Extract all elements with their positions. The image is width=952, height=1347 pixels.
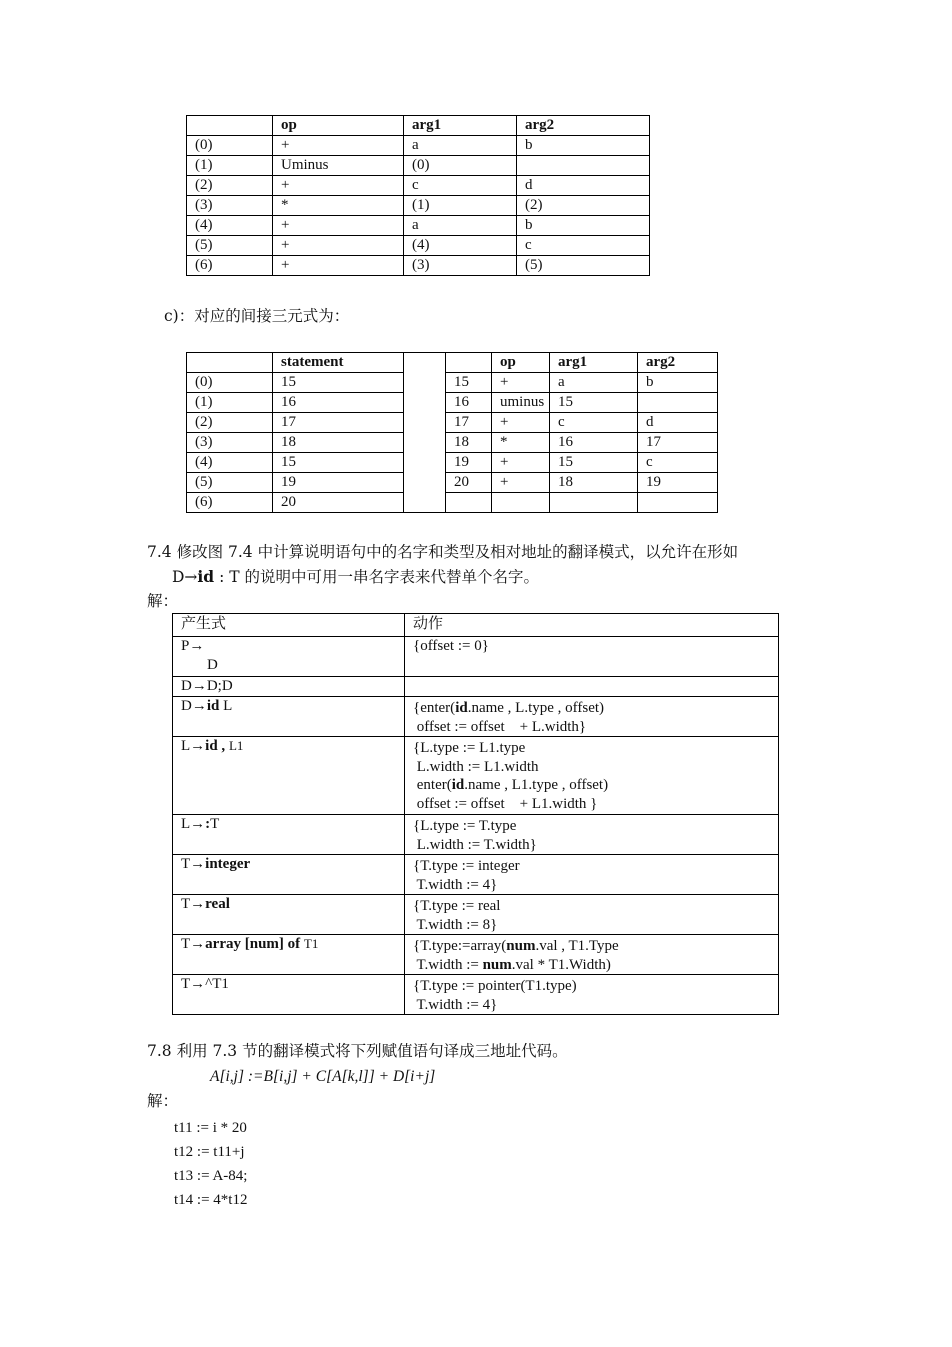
table-cell: (1)	[404, 196, 517, 216]
table-row	[173, 637, 779, 677]
table-cell: c	[638, 453, 718, 473]
production-text: D→	[181, 698, 207, 714]
table-gap-cell	[404, 353, 446, 373]
table-cell: 15	[550, 453, 638, 473]
production-cell	[173, 975, 405, 1015]
table-cell: +	[273, 216, 404, 236]
action-text: offset := offset + L1.width }	[413, 795, 598, 812]
table-row	[187, 453, 815, 473]
question-7-4-line2	[172, 565, 539, 589]
table-header-cell: arg2	[517, 116, 650, 136]
table-cell: 15	[446, 373, 492, 393]
keyword-real: real	[205, 896, 230, 912]
production-text: T→^T1	[181, 976, 229, 992]
action-text: L.width := T.width}	[413, 836, 537, 853]
table-cell: +	[273, 256, 404, 276]
table-header-row	[173, 614, 779, 637]
solution-label: 解：	[147, 592, 179, 610]
action-text: {offset := 0}	[413, 638, 489, 654]
table-cell: (6)	[187, 256, 273, 276]
translation-scheme-table	[172, 613, 779, 1015]
table-cell: (5)	[517, 256, 650, 276]
production-text: :	[205, 816, 211, 832]
table-cell: 18	[446, 433, 492, 453]
table-cell: c	[404, 176, 517, 196]
keyword-id: id ,	[205, 738, 229, 754]
code-line: t11 := i * 20	[174, 1120, 247, 1136]
action-text: {enter(	[413, 700, 456, 716]
table-gap-cell	[404, 473, 446, 493]
action-cell	[405, 895, 779, 935]
table-cell: (2)	[187, 176, 273, 196]
table-row	[187, 196, 650, 216]
table-cell: +	[492, 373, 550, 393]
table-cell: c	[550, 413, 638, 433]
table-cell: b	[638, 373, 718, 393]
keyword-id: id	[197, 567, 215, 586]
table-cell: (0)	[187, 373, 273, 393]
table-cell: a	[404, 136, 517, 156]
production-cell	[173, 855, 405, 895]
production-arrow-text: D→	[172, 568, 198, 586]
action-text: {L.type := L1.type	[413, 740, 526, 756]
table-cell: 18	[273, 433, 404, 453]
production-text: P→	[181, 638, 205, 654]
table-cell: 16	[273, 393, 404, 413]
table-cell: 17	[638, 433, 718, 453]
table-cell: uminus	[492, 393, 550, 413]
table-row	[173, 935, 779, 975]
action-text: T.width := 8}	[413, 916, 498, 933]
table-cell: 20	[273, 493, 404, 513]
action-cell	[405, 855, 779, 895]
three-address-code	[174, 1116, 247, 1212]
production-cell	[173, 737, 405, 815]
table-header-cell: statement	[273, 353, 404, 373]
table-cell: 18	[550, 473, 638, 493]
keyword-id: id	[206, 698, 220, 714]
table-row	[173, 737, 779, 815]
table-cell	[492, 493, 550, 513]
table-cell: *	[492, 433, 550, 453]
table-cell: (0)	[187, 136, 273, 156]
table-cell: 19	[273, 473, 404, 493]
table-row	[187, 156, 650, 176]
table-header-cell: op	[492, 353, 550, 373]
table-cell: (1)	[187, 393, 273, 413]
table-header-cell: arg2	[638, 353, 718, 373]
table-row	[187, 473, 815, 493]
action-text: {T.type:=array(	[413, 938, 507, 954]
table-row	[173, 895, 779, 935]
action-text: {T.type := integer	[413, 858, 520, 874]
table-row	[187, 373, 815, 393]
action-text: offset := offset + L.width}	[413, 718, 587, 735]
table-cell: (3)	[187, 433, 273, 453]
table-cell: d	[638, 413, 718, 433]
table-cell: 15	[550, 393, 638, 413]
production-text: D	[207, 656, 218, 673]
triples-table	[186, 115, 650, 276]
table-row	[173, 855, 779, 895]
production-cell	[173, 637, 405, 677]
table-cell: +	[492, 453, 550, 473]
solution-label: 解：	[147, 1092, 179, 1110]
keyword-id: id	[451, 777, 465, 793]
action-text: .name , L.type , offset)	[467, 700, 605, 716]
table-row	[187, 216, 650, 236]
production-text: L	[219, 698, 233, 714]
keyword-integer: integer	[205, 856, 251, 872]
table-row	[187, 256, 650, 276]
table-cell: d	[517, 176, 650, 196]
action-text: .val * T1.Width)	[511, 956, 611, 973]
action-cell	[405, 975, 779, 1015]
table-header-row	[187, 353, 815, 373]
indirect-triples-table	[186, 352, 815, 513]
keyword-num: num	[482, 956, 512, 973]
action-cell	[405, 677, 779, 697]
table-row	[187, 493, 815, 513]
table-cell: (0)	[404, 156, 517, 176]
production-text: D→D;D	[181, 678, 233, 694]
code-line: t12 := t11+j	[174, 1144, 245, 1160]
production-text: L→	[181, 816, 206, 832]
table-cell: 16	[550, 433, 638, 453]
action-cell	[405, 737, 779, 815]
action-text: .name , L1.type , offset)	[464, 777, 609, 793]
table-cell: (4)	[404, 236, 517, 256]
production-text: L→	[181, 738, 206, 754]
table-gap-cell	[404, 373, 446, 393]
action-text: L.width := L1.width	[413, 758, 539, 775]
table-row	[187, 433, 815, 453]
table-header-cell: arg1	[550, 353, 638, 373]
table-row	[187, 413, 815, 433]
table-gap-cell	[404, 393, 446, 413]
table-row	[187, 176, 650, 196]
action-cell	[405, 637, 779, 677]
table-cell: 17	[446, 413, 492, 433]
question-7-8-formula: A[i,j] :=B[i,j] + C[A[k,l]] + D[i+j]	[210, 1068, 436, 1085]
production-cell	[173, 815, 405, 855]
table-cell: 19	[638, 473, 718, 493]
table-cell: (3)	[404, 256, 517, 276]
table-cell: (3)	[187, 196, 273, 216]
table-gap-cell	[404, 413, 446, 433]
keyword-num: num	[506, 938, 536, 954]
production-cell	[173, 895, 405, 935]
action-text: {T.type := real	[413, 898, 501, 914]
table-cell	[446, 493, 492, 513]
action-cell	[405, 697, 779, 737]
table-header-cell	[446, 353, 492, 373]
table-row	[187, 236, 650, 256]
question-7-4-line1: 7.4 修改图 7.4 中计算说明语句中的名字和类型及相对地址的翻译模式，以允许在形如	[147, 543, 739, 561]
table-cell: b	[517, 216, 650, 236]
table-cell: +	[492, 473, 550, 493]
table-cell: +	[273, 136, 404, 156]
table-cell: +	[273, 176, 404, 196]
production-text: T→	[181, 936, 206, 952]
question-7-4-line2-tail: : T 的说明中可用一串名字表来代替单个名字。	[214, 568, 539, 586]
table-cell: (4)	[187, 216, 273, 236]
table-cell: *	[273, 196, 404, 216]
production-cell	[173, 677, 405, 697]
table-cell: +	[492, 413, 550, 433]
table-cell: (1)	[187, 156, 273, 176]
table-header-cell: 产生式	[173, 614, 405, 637]
production-text: L1	[228, 738, 244, 753]
table-header-cell: op	[273, 116, 404, 136]
table-cell: c	[517, 236, 650, 256]
table-cell: (2)	[187, 413, 273, 433]
action-text: {T.type := pointer(T1.type)	[413, 978, 577, 994]
table-row	[173, 697, 779, 737]
table-gap-cell	[404, 453, 446, 473]
table-cell: (6)	[187, 493, 273, 513]
table-header-row	[187, 116, 650, 136]
table-cell: +	[273, 236, 404, 256]
table-cell	[517, 156, 650, 176]
action-text: {L.type := T.type	[413, 818, 517, 834]
code-line: t13 := A-84;	[174, 1168, 248, 1184]
table-header-cell: arg1	[404, 116, 517, 136]
table-header-cell	[187, 353, 273, 373]
table-cell	[550, 493, 638, 513]
production-text: T	[210, 816, 220, 832]
table-cell: 20	[446, 473, 492, 493]
table-cell: a	[550, 373, 638, 393]
table-cell	[638, 493, 718, 513]
table-header-cell: 动作	[405, 614, 779, 637]
production-text: T→	[181, 856, 206, 872]
table-header-cell	[187, 116, 273, 136]
table-cell: 15	[273, 373, 404, 393]
production-cell	[173, 935, 405, 975]
table-cell: b	[517, 136, 650, 156]
section-c-label: c)：对应的间接三元式为：	[164, 307, 350, 325]
table-cell: 16	[446, 393, 492, 413]
table-cell: 15	[273, 453, 404, 473]
table-cell	[638, 393, 718, 413]
table-row	[173, 975, 779, 1015]
production-cell	[173, 697, 405, 737]
table-cell: 17	[273, 413, 404, 433]
question-7-8-line1: 7.8 利用 7.3 节的翻译模式将下列赋值语句译成三地址代码。	[147, 1042, 568, 1060]
table-gap-cell	[404, 433, 446, 453]
table-cell: (4)	[187, 453, 273, 473]
table-cell: 19	[446, 453, 492, 473]
table-cell: (5)	[187, 236, 273, 256]
keyword-array: array [num] of	[205, 936, 304, 952]
keyword-id: id	[455, 700, 468, 716]
action-text: enter(	[413, 777, 452, 793]
action-text: .val , T1.Type	[535, 938, 619, 954]
code-line: t14 := 4*t12	[174, 1192, 248, 1208]
table-row	[187, 136, 650, 156]
table-row	[173, 815, 779, 855]
table-cell: (2)	[517, 196, 650, 216]
action-cell	[405, 935, 779, 975]
action-text: T.width := 4}	[413, 876, 498, 893]
table-cell: (5)	[187, 473, 273, 493]
table-row	[173, 677, 779, 697]
action-text: T.width :=	[413, 956, 483, 973]
action-cell	[405, 815, 779, 855]
table-cell: Uminus	[273, 156, 404, 176]
table-row	[187, 393, 815, 413]
table-gap-cell	[404, 493, 446, 513]
production-text: T→	[181, 896, 206, 912]
action-text: T.width := 4}	[413, 996, 498, 1013]
table-cell: a	[404, 216, 517, 236]
production-text: T1	[303, 936, 319, 951]
